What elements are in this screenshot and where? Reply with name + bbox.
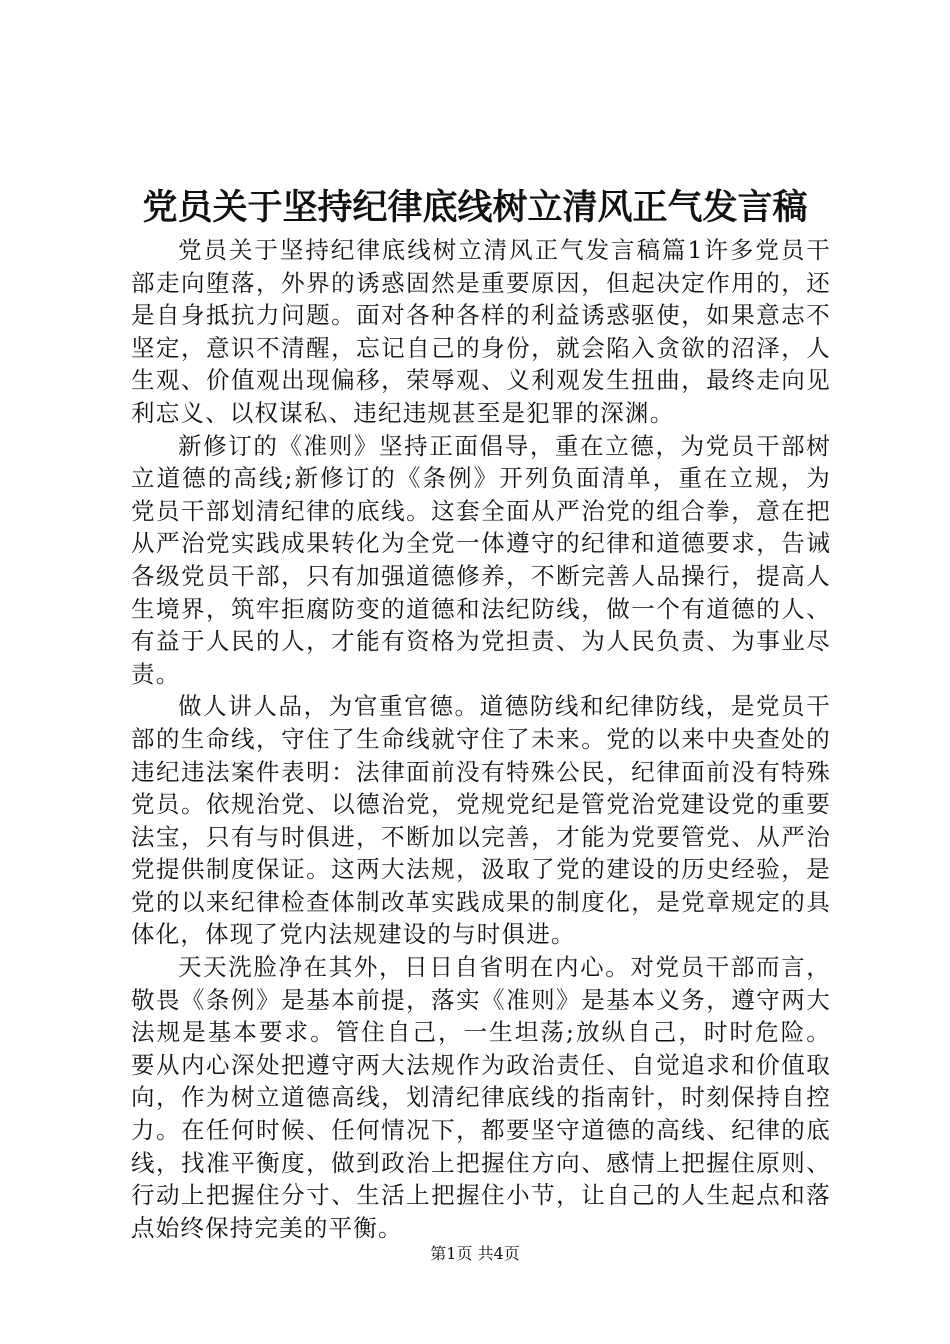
page-number-footer: 第1页 共4页 — [430, 1244, 520, 1263]
paragraph-1: 党员关于坚持纪律底线树立清风正气发言稿篇1许多党员干部走向堕落，外界的诱惑固然是重要原因，但起决定作用的，还是自身抵抗力问题。面对各种各样的利益诱惑驱使，如果意志不坚定，意识不清醒，忘记自己的身份，就会陷入贪欲的沼泽，人生观、价值观出现偏移，荣辱观、义利观发生扭曲，最终走向见利忘义、以权谋私、违纪违规甚至是犯罪的深渊。 — [131, 236, 831, 427]
paragraph-3: 做人讲人品，为官重官德。道德防线和纪律防线，是党员干部的生命线，守住了生命线就守住了未来。党的以来中央查处的违纪违法案件表明：法律面前没有特殊公民，纪律面前没有特殊党员。依规治党、以德治党，党规党纪是管党治党建设党的重要法宝，只有与时俱进，不断加以完善，才能为党要管党、从严治党提供制度保证。这两大法规，汲取了党的建设的历史经验，是党的以来纪律检查体制改革实践成果的制度化，是党章规定的具体化，体现了党内法规建设的与时俱进。 — [131, 692, 831, 949]
document-body — [131, 234, 831, 1244]
paragraph-4: 天天洗脸净在其外，日日自省明在内心。对党员干部而言，敬畏《条例》是基本前提，落实《准则》是基本义务，遵守两大法规是基本要求。管住自己，一生坦荡;放纵自己，时时危险。要从内心深处把遵守两大法规作为政治责任、自觉追求和价值取向，作为树立道德高线，划清纪律底线的指南针，时刻保持自控力。在任何时候、任何情况下，都要坚守道德的高线、纪律的底线，找准平衡度，做到政治上把握住方向、感情上把握住原则、行动上把握住分寸、生活上把握住小节，让自己的人生起点和落点始终保持完美的平衡。 — [131, 953, 831, 1242]
paragraph-2: 新修订的《准则》坚持正面倡导，重在立德，为党员干部树立道德的高线;新修订的《条例》开列负面清单，重在立规，为党员干部划清纪律的底线。这套全面从严治党的组合拳，意在把从严治党实践成果转化为全党一体遵守的纪律和道德要求，告诫各级党员干部，只有加强道德修养，不断完善人品操行，提高人生境界，筑牢拒腐防变的道德和法纪防线，做一个有道德的人、有益于人民的人，才能有资格为党担责、为人民负责、为事业尽责。 — [131, 431, 831, 688]
document-title: 党员关于坚持纪律底线树立清风正气发言稿 — [142, 187, 808, 228]
